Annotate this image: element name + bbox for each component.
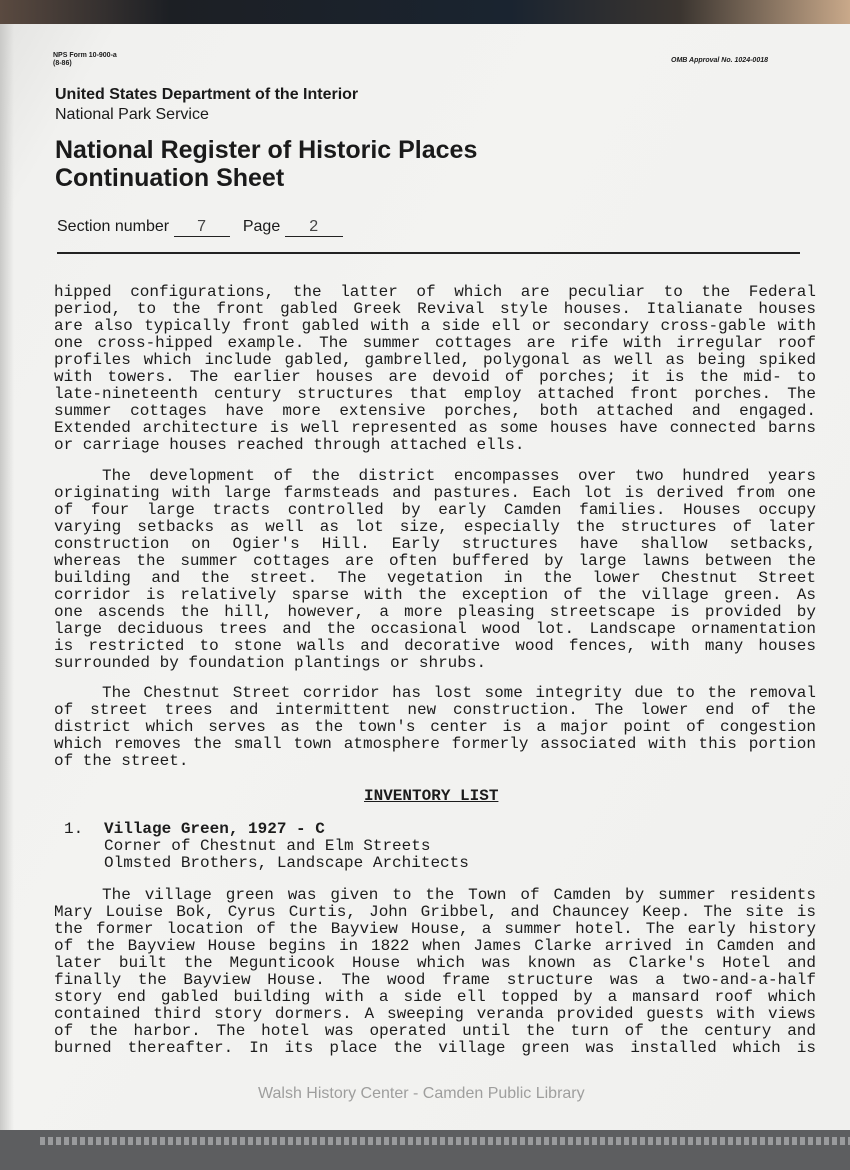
text-line: of the harbor. The hotel was operated until the turn of the century and [54,1022,816,1040]
text-line: varying setbacks as well as lot size, especially the structures of later [54,518,816,536]
form-number [53,52,117,68]
text-line: the former location of the Bayview House, a summer hotel. The early history [54,920,816,938]
section-line [57,218,343,237]
text-line: of the Bayview House begins in 1822 when James Clarke arrived in Camden and [54,937,816,955]
text-line: The Chestnut Street corridor has lost some integrity due to the removal [102,684,816,702]
text-line: corridor is relatively sparse with the exception of the village green. As [54,586,816,604]
text-line: are also typically front gabled with a side ell or secondary cross-gable with [54,317,816,335]
inventory-item-location: Corner of Chestnut and Elm Streets [104,837,431,855]
section-number-value: 7 [174,218,230,237]
text-line: one cross-hipped example. The summer cottages are rife with irregular roof [54,334,816,352]
page-shadow [0,24,14,1134]
department-name: United States Department of the Interior [55,86,359,103]
text-line: of street trees and intermittent new construction. The lower end of the [54,701,816,719]
inventory-item-number: 1. [64,820,84,838]
text-line: Mary Louise Bok, Cyrus Curtis, John Gribbel, and Chauncey Keep. The site is [54,903,816,921]
text-line: hipped configurations, the latter of which are peculiar to the Federal [54,283,816,301]
text-line: The development of the district encompasses over two hundred years [102,467,816,485]
text-line: later built the Megunticook House which was known as Clarke's Hotel and [54,954,816,972]
form-date: (8-86) [53,60,72,67]
text-line: of the street. [54,752,189,770]
text-line: one ascends the hill, however, a more pleasing streetscape is provided by [54,603,816,621]
inventory-item-architect: Olmsted Brothers, Landscape Architects [104,854,469,872]
text-line: late-nineteenth century structures that employ attached front porches. The [54,385,816,403]
text-line: district which serves as the town's center is a major point of congestion [54,718,816,736]
paragraph-2 [54,468,816,672]
binder-perforation [40,1137,850,1145]
title-line-2: Continuation Sheet [55,164,285,192]
text-line: construction on Ogier's Hill. Early structures have shallow setbacks, [54,535,816,553]
text-line: is restricted to stone walls and decorative wood fences, with many houses [54,637,816,655]
text-line: or carriage houses reached through attached ells. [54,436,525,454]
page-label: Page [242,218,281,235]
text-line: profiles which include gabled, gambrelled, polygonal as well as being spiked [54,351,816,369]
scanner-background [0,0,850,26]
inventory-heading: INVENTORY LIST [364,787,499,805]
scanner-bottom-edge [0,1130,850,1170]
text-line: contained third story dormers. A sweeping veranda provided guests with views [54,1005,816,1023]
watermark: Walsh History Center - Camden Public Library [258,1085,585,1102]
text-line: with towers. The earlier houses are devoid of porches; it is the mid- to [54,368,816,386]
document-body [54,284,816,1057]
page-number-value: 2 [285,218,343,237]
text-line: Extended architecture is well represented as some houses have connected barns [54,419,816,437]
text-line: burned thereafter. In its place the village green was installed which is [54,1039,816,1057]
text-line: finally the Bayview House. The wood frame structure was a two-and-a-half [54,971,816,989]
page-title [55,136,477,192]
text-line: building and the street. The vegetation in the lower Chestnut Street [54,569,816,587]
text-line: The village green was given to the Town of Camden by summer residents [102,886,816,904]
section-label: Section number [57,218,170,235]
text-line: of four large tracts controlled by early Camden families. Houses occupy [54,501,816,519]
text-line: summer cottages have more extensive porches, both attached and engaged. [54,402,816,420]
inventory-item-name: Village Green, 1927 - C [104,820,325,838]
text-line: large deciduous trees and the occasional wood lot. Landscape ornamentation [54,620,816,638]
inventory-item-header [104,821,469,872]
omb-approval: OMB Approval No. 1024-0018 [671,57,768,64]
title-line-1: National Register of Historic Places [55,136,478,164]
service-name: National Park Service [55,106,209,123]
form-number-text: NPS Form 10-900-a [53,52,117,59]
text-line: story end gabled building with a side ell topped by a mansard roof which [54,988,816,1006]
inventory-item-description [54,887,816,1057]
paragraph-1 [54,284,816,454]
paragraph-3 [54,685,816,770]
text-line: originating with large farmsteads and pastures. Each lot is derived from one [54,484,816,502]
header-divider [57,252,800,254]
text-line: which removes the small town atmosphere formerly associated with this portion [54,735,816,753]
text-line: surrounded by foundation plantings or shrubs. [54,654,487,672]
inventory-item [64,821,816,872]
text-line: whereas the summer cottages are often buffered by large lawns between the [54,552,816,570]
text-line: period, to the front gabled Greek Revival style houses. Italianate houses [54,300,816,318]
